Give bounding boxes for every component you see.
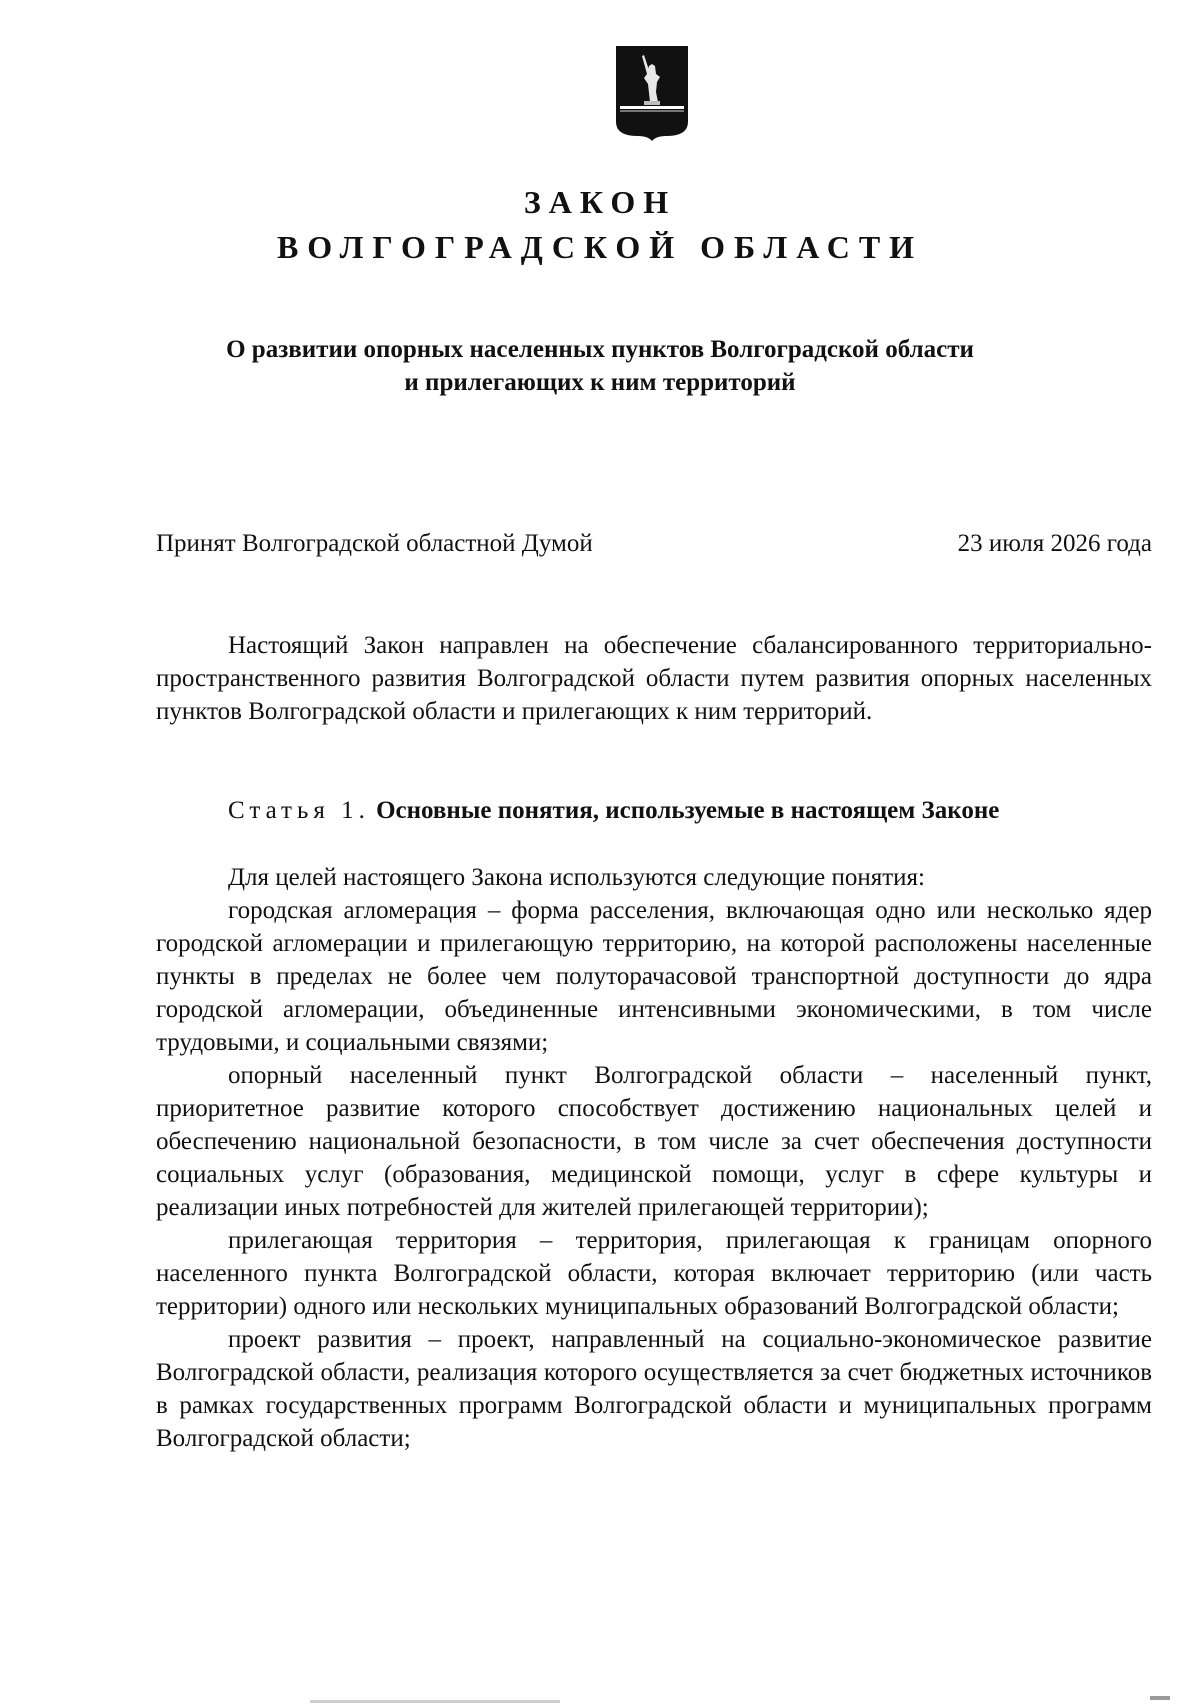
definition-item: городская агломерация – форма расселения, включающая одно или несколько ядер городской агломерации и прилегающую территорию, на которой расположены населенные пункты в пределах не более чем полуторачасовой транспортной доступности до ядра городской агломерации, объединенные интенсивными экономическими, в том числе трудовыми, и социальными связями; (156, 897, 1152, 1056)
preamble-text: Настоящий Закон направлен на обеспечение сбалансированного территориально-пространственного развития Волгоградской области путем развития опорных населенных пунктов Волгоградской области и прилегающих к ним территорий. (156, 632, 1152, 725)
law-subtitle (0, 333, 1200, 399)
article-1-heading (228, 797, 999, 825)
document-region-title: ВОЛГОГРАДСКОЙ ОБЛАСТИ (276, 229, 924, 265)
definition-item: прилегающая территория – территория, прилегающая к границам опорного населенного пункта Волгоградской области, которая включает территорию (или часть территории) одного или нескольких муниципальных образований Волгоградской области; (156, 1227, 1152, 1320)
coat-of-arms-icon (614, 44, 690, 142)
article-title: Основные понятия, используемые в настоящем Законе (376, 797, 1000, 824)
document-title: ЗАКОН (523, 184, 677, 220)
subtitle-line: О развитии опорных населенных пунктов Волгоградской области (226, 336, 974, 363)
adopted-date: 23 июля 2026 года (957, 530, 1152, 557)
preamble (156, 629, 1152, 728)
definition-item: проект развития – проект, направленный на социально-экономическое развитие Волгоградской области, реализация которого осуществляется за счет бюджетных источников в рамках государственных программ Волгоградской области и муниципальных программ Волгоградской области; (156, 1326, 1152, 1452)
definition-item: опорный населенный пункт Волгоградской области – населенный пункт, приоритетное развитие которого способствует достижению национальных целей и обеспечению национальной безопасности, в том числе за счет обеспечения доступности социальных услуг (образования, медицинской помощи, услуг в сфере культуры и реализации иных потребностей для жителей прилегающей территории); (156, 1062, 1152, 1221)
definitions-section (156, 861, 1152, 1455)
definitions-intro: Для целей настоящего Закона используются следующие понятия: (228, 864, 925, 891)
article-label: Статья 1. (228, 797, 370, 824)
adoption-line (156, 530, 1152, 558)
scan-artifact (0, 1686, 1200, 1708)
adopted-by: Принят Волгоградской областной Думой (156, 530, 593, 557)
subtitle-line: и прилегающих к ним территорий (404, 369, 796, 396)
